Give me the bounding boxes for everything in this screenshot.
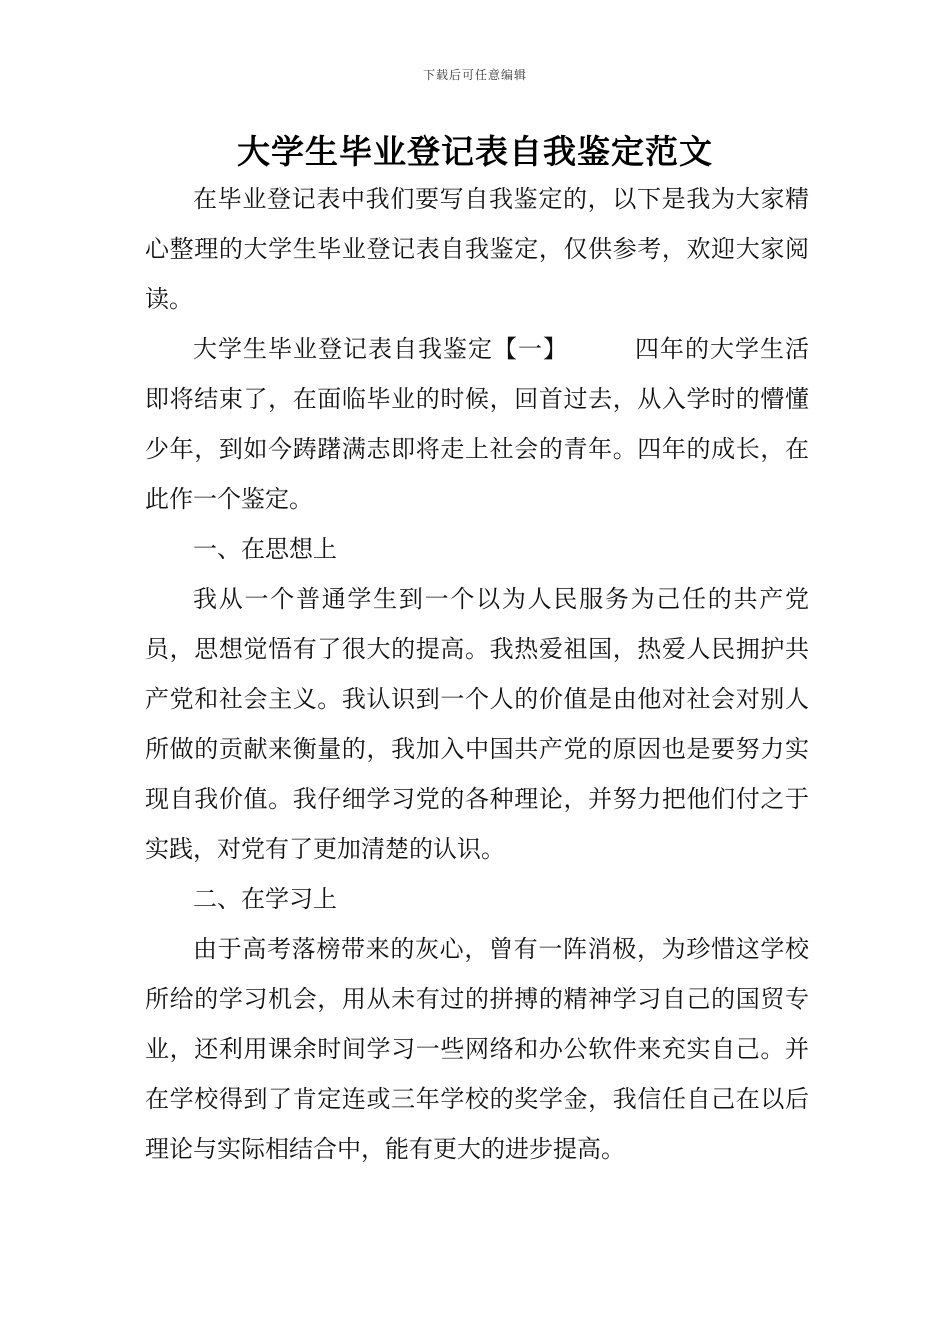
- part-one-paragraph: [145, 324, 809, 524]
- intro-paragraph: 在毕业登记表中我们要写自我鉴定的，以下是我为大家精心整理的大学生毕业登记表自我鉴定，仅供参考，欢迎大家阅读。: [145, 185, 809, 313]
- part-one-text: 四年的大学生活即将结束了，在面临毕业的时候，回首过去，从入学时的懵懂少年，到如今踌躇满志即将走上社会的青年。四年的成长，在此作一个鉴定。: [145, 335, 809, 513]
- document-body: [145, 174, 809, 1174]
- section-heading-study: 二、在学习上: [193, 885, 337, 913]
- document-title: 大学生毕业登记表自我鉴定范文: [237, 132, 713, 171]
- section-paragraph-thought: 我从一个普通学生到一个以为人民服务为己任的共产党员，思想觉悟有了很大的提高。我热爱祖国，热爱人民拥护共产党和社会主义。我认识到一个人的价值是由他对社会对别人所做的贡献来衡量的，我加入中国共产党的原因也是要努力实现自我价值。我仔细学习党的各种理论，并努力把他们付之于实践，对党有了更加清楚的认识。: [145, 585, 809, 863]
- section-heading-thought: 一、在思想上: [193, 535, 337, 563]
- part-one-label: 大学生毕业登记表自我鉴定【一】: [193, 335, 568, 363]
- section-paragraph-study: 由于高考落榜带来的灰心，曾有一阵消极，为珍惜这学校所给的学习机会，用从未有过的拼搏的精神学习自己的国贸专业，还利用课余时间学习一些网络和办公软件来充实自己。并在学校得到了肯定连或三年学校的奖学金，我信任自己在以后理论与实际相结合中，能有更大的进步提高。: [145, 935, 809, 1163]
- header-note: 下载后可任意编辑: [422, 68, 527, 82]
